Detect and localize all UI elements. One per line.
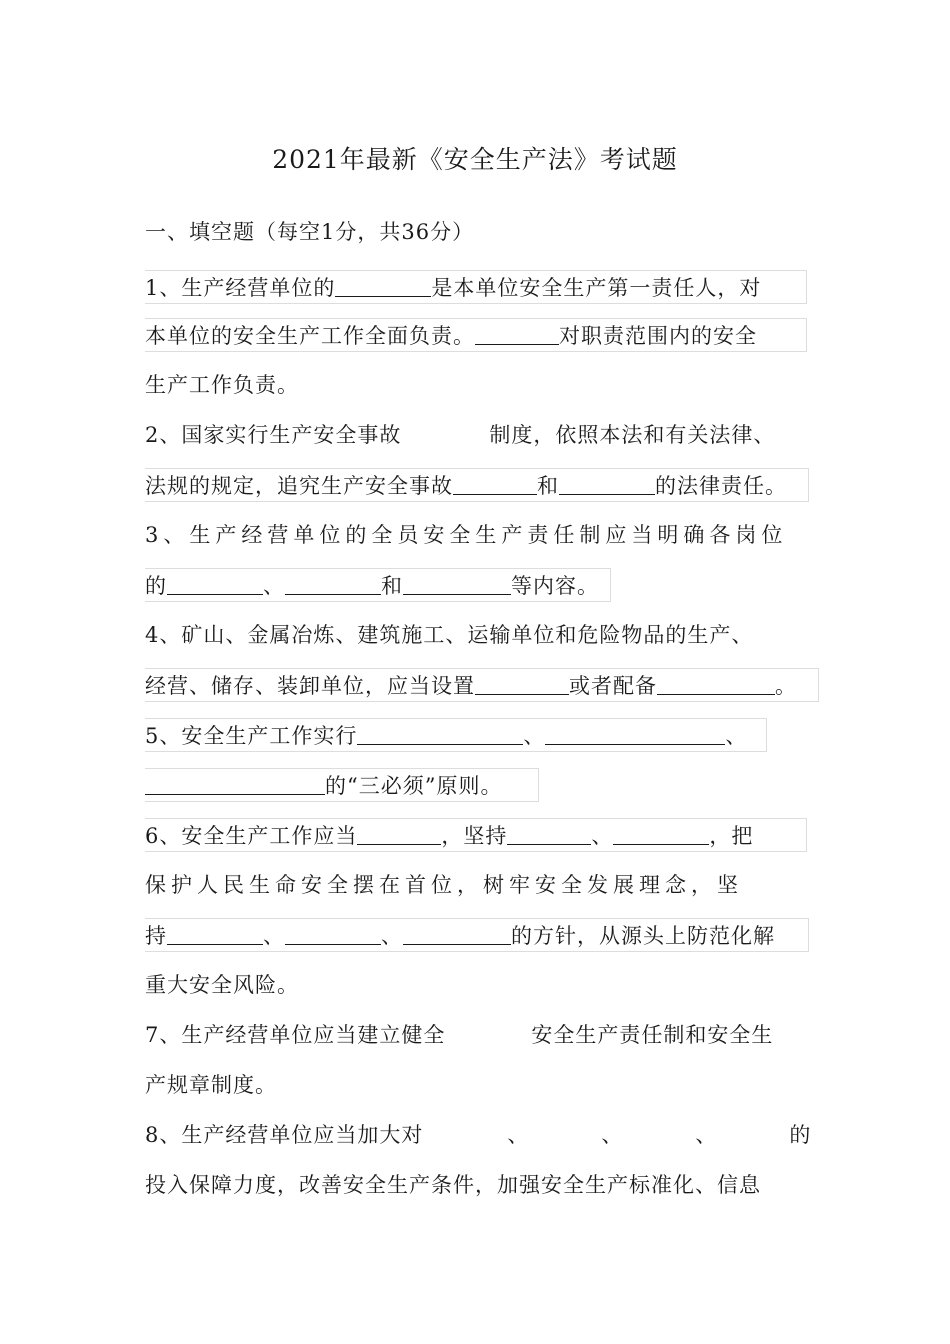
answer-blank <box>453 470 537 495</box>
answer-blank <box>357 720 523 745</box>
answer-blank <box>285 920 381 945</box>
answer-blank <box>423 1118 507 1142</box>
answer-blank <box>507 820 591 845</box>
answer-blank <box>145 770 325 795</box>
answer-blank <box>335 272 431 297</box>
question-3-line-2: 的 、 和 等内容。 <box>145 568 611 602</box>
question-2-line-2: 法规的规定，追究生产安全事故 和 的法律责任。 <box>145 468 809 502</box>
question-4-line-2: 经营、储存、装卸单位，应当设置 或者配备 。 <box>145 668 819 702</box>
answer-blank <box>445 1018 531 1042</box>
question-4-line-1: 4、矿山、金属冶炼、建筑施工、运输单位和危险物品的生产、 <box>145 623 754 647</box>
answer-blank <box>717 1118 789 1142</box>
question-1-line-2: 本单位的安全生产工作全面负责。 对职责范围内的安全 <box>145 318 807 352</box>
answer-blank <box>657 670 775 695</box>
answer-blank <box>403 570 511 595</box>
question-3-line-1: 3、生产经营单位的全员安全生产责任制应当明确各岗位 <box>145 523 788 547</box>
question-5-line-2: 的“三必须”原则。 <box>145 768 539 802</box>
answer-blank <box>623 1118 695 1142</box>
question-8-line-2: 投入保障力度，改善安全生产条件，加强安全生产标准化、信息 <box>145 1173 761 1197</box>
answer-blank <box>545 720 725 745</box>
question-6-line-3: 持 、 、 的方针，从源头上防范化解 <box>145 918 809 952</box>
question-7-line-2: 产规章制度。 <box>145 1073 277 1097</box>
question-5-line-1: 5、安全生产工作实行 、 、 <box>145 718 767 752</box>
answer-blank <box>285 570 381 595</box>
answer-blank <box>401 418 489 442</box>
question-6-line-4: 重大安全风险。 <box>145 973 299 997</box>
answer-blank <box>167 570 263 595</box>
question-1-line-3: 生产工作负责。 <box>145 373 299 397</box>
answer-blank <box>475 320 559 345</box>
question-6-line-1: 6、安全生产工作应当 ，坚持 、 ，把 <box>145 818 807 852</box>
answer-blank <box>475 670 569 695</box>
document-title: 2021年最新《安全生产法》考试题 <box>272 145 678 174</box>
question-1-line-1: 1、生产经营单位的 是本单位安全生产第一责任人，对 <box>145 270 807 304</box>
question-7-line-1: 7、生产经营单位应当建立健全 安全生产责任制和安全生 <box>145 1018 773 1052</box>
answer-blank <box>357 820 441 845</box>
answer-blank <box>403 920 511 945</box>
question-8-line-1: 8、生产经营单位应当加大对 、 、 、 的 <box>145 1118 811 1152</box>
question-6-line-2: 保护人民生命安全摆在首位，树牢安全发展理念，坚 <box>145 873 743 897</box>
answer-blank <box>559 470 655 495</box>
answer-blank <box>529 1118 601 1142</box>
section-heading: 一、填空题（每空1分，共36分） <box>145 220 475 244</box>
answer-blank <box>167 920 263 945</box>
question-2-line-1: 2、国家实行生产安全事故 制度，依照本法和有关法律、 <box>145 418 775 452</box>
answer-blank <box>613 820 709 845</box>
